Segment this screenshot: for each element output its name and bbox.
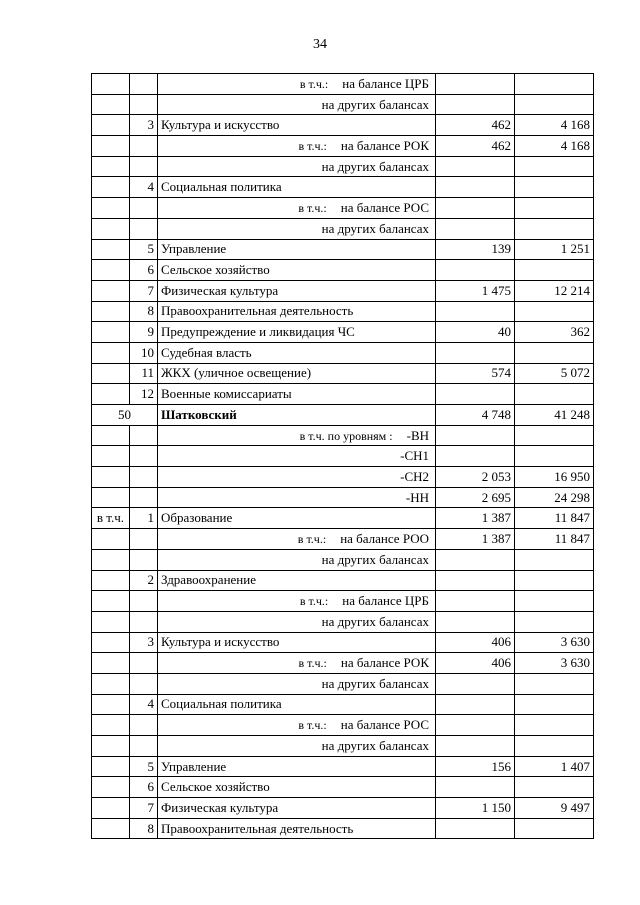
note-cell: [92, 756, 130, 777]
item-number-cell: 12: [130, 384, 158, 405]
value-column-1-cell: [436, 591, 515, 612]
table-row: [92, 798, 594, 819]
value-column-1-cell: [436, 218, 515, 239]
subrow-text: на других балансах: [321, 96, 429, 112]
subrow-text: -СН1: [400, 448, 429, 464]
note-cell: [92, 632, 130, 653]
item-number-cell: [130, 487, 158, 508]
value-column-1-cell: 1 387: [436, 529, 515, 550]
value-column-1-cell: [436, 694, 515, 715]
item-name-cell: Управление: [158, 239, 436, 260]
table-row: [92, 529, 594, 550]
item-number-cell: 7: [130, 280, 158, 301]
value-column-2-cell: 11 847: [515, 508, 594, 529]
table-row: [92, 467, 594, 488]
value-column-2-cell: 3 630: [515, 653, 594, 674]
value-column-2-cell: [515, 736, 594, 757]
note-cell: [92, 425, 130, 446]
balance-cell: [158, 136, 436, 157]
note-cell: [92, 694, 130, 715]
note-cell: [92, 115, 130, 136]
value-column-1-cell: [436, 715, 515, 736]
table-row: [92, 570, 594, 591]
table-row: [92, 777, 594, 798]
value-column-2-cell: [515, 74, 594, 95]
note-cell: [92, 363, 130, 384]
subrow-text: на других балансах: [321, 551, 429, 567]
table-row: [92, 280, 594, 301]
value-column-1-cell: 139: [436, 239, 515, 260]
district-name-cell: Шатковский: [158, 405, 436, 426]
value-column-1-cell: [436, 570, 515, 591]
value-column-1-cell: [436, 611, 515, 632]
value-column-1-cell: [436, 177, 515, 198]
table-row: [92, 384, 594, 405]
value-column-1-cell: 2 053: [436, 467, 515, 488]
table-row: [92, 653, 594, 674]
table-row: [92, 756, 594, 777]
item-name-cell: Образование: [158, 508, 436, 529]
subrow-text: на других балансах: [321, 220, 429, 236]
value-column-2-cell: 9 497: [515, 798, 594, 819]
item-name-cell: Правоохранительная деятельность: [158, 301, 436, 322]
note-cell: [92, 818, 130, 839]
item-number-cell: [130, 136, 158, 157]
subrow-prefix: в т.ч.:: [299, 594, 329, 609]
subrow-text: -НН: [405, 489, 429, 505]
balance-cell: [158, 673, 436, 694]
table-row: [92, 487, 594, 508]
subrow-text: на балансе РОС: [340, 717, 429, 733]
value-column-1-cell: [436, 301, 515, 322]
item-name-cell: ЖКХ (уличное освещение): [158, 363, 436, 384]
note-cell: [92, 280, 130, 301]
note-cell: в т.ч.: [92, 508, 130, 529]
item-name-cell: Физическая культура: [158, 798, 436, 819]
value-column-1-cell: [436, 425, 515, 446]
balance-cell: [158, 529, 436, 550]
item-name-cell: Сельское хозяйство: [158, 777, 436, 798]
value-column-1-cell: [436, 342, 515, 363]
note-cell: [92, 322, 130, 343]
item-number-cell: 6: [130, 260, 158, 281]
table-row: [92, 94, 594, 115]
value-column-1-cell: 462: [436, 136, 515, 157]
balance-cell: [158, 611, 436, 632]
item-number-cell: [130, 198, 158, 219]
table-row: [92, 136, 594, 157]
balance-cell: [158, 591, 436, 612]
table-row: [92, 591, 594, 612]
subrow-text: на балансе РОК: [340, 137, 429, 153]
subrow-text: на балансе РОС: [340, 199, 429, 215]
item-number-cell: [130, 94, 158, 115]
value-column-2-cell: [515, 549, 594, 570]
table-row: [92, 198, 594, 219]
subrow-text: на балансе ЦРБ: [342, 75, 429, 91]
table-row: [92, 342, 594, 363]
note-cell: [92, 74, 130, 95]
value-column-1-cell: 1 475: [436, 280, 515, 301]
table-row: [92, 549, 594, 570]
level-cell: [158, 467, 436, 488]
item-number-cell: [130, 156, 158, 177]
item-name-cell: Судебная власть: [158, 342, 436, 363]
item-number-cell: 3: [130, 115, 158, 136]
note-cell: [92, 239, 130, 260]
note-cell: [92, 611, 130, 632]
table-row: [92, 239, 594, 260]
value-column-2-cell: [515, 611, 594, 632]
value-column-1-cell: [436, 736, 515, 757]
value-column-1-cell: [436, 777, 515, 798]
balance-cell: [158, 94, 436, 115]
value-column-2-cell: 24 298: [515, 487, 594, 508]
subrow-text: -СН2: [400, 468, 429, 484]
item-number-cell: 10: [130, 342, 158, 363]
value-column-2-cell: [515, 177, 594, 198]
value-column-2-cell: 41 248: [515, 405, 594, 426]
note-cell: [92, 198, 130, 219]
value-column-1-cell: 1 387: [436, 508, 515, 529]
balance-cell: [158, 218, 436, 239]
value-column-2-cell: [515, 818, 594, 839]
subrow-prefix: в т.ч.:: [298, 200, 327, 215]
note-cell: [92, 715, 130, 736]
item-number-cell: [130, 446, 158, 467]
note-cell: [92, 529, 130, 550]
value-column-2-cell: [515, 673, 594, 694]
value-column-2-cell: [515, 260, 594, 281]
value-column-2-cell: 4 168: [515, 136, 594, 157]
item-number-cell: 4: [130, 694, 158, 715]
value-column-1-cell: [436, 156, 515, 177]
item-number-cell: [130, 591, 158, 612]
item-name-cell: Культура и искусство: [158, 632, 436, 653]
value-column-2-cell: 5 072: [515, 363, 594, 384]
value-column-2-cell: [515, 591, 594, 612]
item-number-cell: [130, 529, 158, 550]
item-number-cell: 6: [130, 777, 158, 798]
value-column-2-cell: 11 847: [515, 529, 594, 550]
note-cell: [92, 136, 130, 157]
value-column-1-cell: 406: [436, 632, 515, 653]
value-column-2-cell: [515, 156, 594, 177]
value-column-2-cell: 1 407: [515, 756, 594, 777]
note-cell: [92, 736, 130, 757]
value-column-2-cell: [515, 342, 594, 363]
balance-cell: [158, 653, 436, 674]
table-row: [92, 425, 594, 446]
subrow-prefix: в т.ч.:: [299, 76, 329, 91]
value-column-2-cell: 1 251: [515, 239, 594, 260]
table-row: [92, 156, 594, 177]
page-number: 34: [313, 37, 327, 52]
district-code-cell: 50: [92, 405, 158, 426]
table-row: [92, 508, 594, 529]
subrow-prefix: в т.ч.:: [297, 531, 327, 546]
value-column-2-cell: [515, 715, 594, 736]
note-cell: [92, 446, 130, 467]
subrow-text: на других балансах: [321, 613, 429, 629]
level-cell: [158, 487, 436, 508]
table-row: [92, 74, 594, 95]
note-cell: [92, 798, 130, 819]
table-row: [92, 177, 594, 198]
subrow-text: на балансе РОО: [340, 530, 429, 546]
item-name-cell: Здравоохранение: [158, 570, 436, 591]
note-cell: [92, 487, 130, 508]
item-name-cell: Культура и искусство: [158, 115, 436, 136]
note-cell: [92, 94, 130, 115]
item-number-cell: 1: [130, 508, 158, 529]
table-row: [92, 322, 594, 343]
subrow-prefix: в т.ч.:: [298, 718, 327, 733]
note-cell: [92, 301, 130, 322]
value-column-1-cell: [436, 94, 515, 115]
note-cell: [92, 673, 130, 694]
value-column-1-cell: [436, 384, 515, 405]
value-column-2-cell: [515, 425, 594, 446]
balance-cell: [158, 736, 436, 757]
table-row: [92, 301, 594, 322]
note-cell: [92, 777, 130, 798]
value-column-1-cell: 156: [436, 756, 515, 777]
value-column-2-cell: [515, 301, 594, 322]
table-row: [92, 715, 594, 736]
note-cell: [92, 342, 130, 363]
item-name-cell: Военные комиссариаты: [158, 384, 436, 405]
value-column-1-cell: 574: [436, 363, 515, 384]
table-row: [92, 611, 594, 632]
value-column-1-cell: 462: [436, 115, 515, 136]
item-name-cell: Предупреждение и ликвидация ЧС: [158, 322, 436, 343]
item-number-cell: [130, 736, 158, 757]
item-number-cell: 4: [130, 177, 158, 198]
subrow-text: на других балансах: [321, 737, 429, 753]
note-cell: [92, 260, 130, 281]
note-cell: [92, 549, 130, 570]
subrow-text: -ВН: [406, 427, 429, 443]
table-row: [92, 673, 594, 694]
value-column-2-cell: [515, 218, 594, 239]
table-row: [92, 736, 594, 757]
subrow-prefix: в т.ч. по уровням :: [299, 428, 393, 443]
value-column-1-cell: [436, 260, 515, 281]
value-column-2-cell: [515, 446, 594, 467]
subrow-prefix: в т.ч.:: [298, 656, 327, 671]
value-column-1-cell: 40: [436, 322, 515, 343]
subrow-text: на других балансах: [321, 158, 429, 174]
value-column-2-cell: [515, 694, 594, 715]
item-name-cell: Сельское хозяйство: [158, 260, 436, 281]
value-column-1-cell: [436, 446, 515, 467]
item-name-cell: Социальная политика: [158, 177, 436, 198]
value-column-2-cell: [515, 384, 594, 405]
note-cell: [92, 218, 130, 239]
value-column-2-cell: 362: [515, 322, 594, 343]
item-number-cell: 11: [130, 363, 158, 384]
note-cell: [92, 570, 130, 591]
item-number-cell: [130, 611, 158, 632]
level-cell: [158, 425, 436, 446]
value-column-1-cell: [436, 549, 515, 570]
item-number-cell: 5: [130, 239, 158, 260]
budget-table-body: [92, 74, 594, 839]
table-row: [92, 632, 594, 653]
table-row: [92, 818, 594, 839]
level-cell: [158, 446, 436, 467]
table-row: [92, 363, 594, 384]
item-number-cell: [130, 425, 158, 446]
item-number-cell: 3: [130, 632, 158, 653]
balance-cell: [158, 198, 436, 219]
subrow-text: на балансе РОК: [340, 655, 429, 671]
item-number-cell: [130, 549, 158, 570]
item-name-cell: Управление: [158, 756, 436, 777]
item-number-cell: [130, 218, 158, 239]
item-number-cell: [130, 467, 158, 488]
table-row: [92, 115, 594, 136]
item-number-cell: 8: [130, 301, 158, 322]
subrow-text: на других балансах: [321, 675, 429, 691]
item-number-cell: [130, 673, 158, 694]
item-number-cell: 2: [130, 570, 158, 591]
value-column-1-cell: 4 748: [436, 405, 515, 426]
note-cell: [92, 384, 130, 405]
value-column-1-cell: 1 150: [436, 798, 515, 819]
balance-cell: [158, 156, 436, 177]
note-cell: [92, 156, 130, 177]
value-column-2-cell: 16 950: [515, 467, 594, 488]
balance-cell: [158, 549, 436, 570]
value-column-1-cell: 2 695: [436, 487, 515, 508]
note-cell: [92, 177, 130, 198]
subrow-text: на балансе ЦРБ: [342, 593, 429, 609]
item-name-cell: Правоохранительная деятельность: [158, 818, 436, 839]
item-name-cell: Социальная политика: [158, 694, 436, 715]
value-column-2-cell: 3 630: [515, 632, 594, 653]
value-column-1-cell: [436, 198, 515, 219]
subrow-prefix: в т.ч.:: [298, 138, 327, 153]
item-number-cell: [130, 715, 158, 736]
item-number-cell: [130, 74, 158, 95]
item-number-cell: [130, 653, 158, 674]
value-column-1-cell: [436, 818, 515, 839]
balance-cell: [158, 74, 436, 95]
table-row: [92, 446, 594, 467]
value-column-2-cell: 4 168: [515, 115, 594, 136]
note-cell: [92, 591, 130, 612]
item-number-cell: 5: [130, 756, 158, 777]
value-column-2-cell: [515, 198, 594, 219]
table-row: [92, 405, 594, 426]
value-column-1-cell: [436, 74, 515, 95]
budget-table: [91, 73, 594, 839]
balance-cell: [158, 715, 436, 736]
note-cell: [92, 467, 130, 488]
note-cell: [92, 653, 130, 674]
table-row: [92, 218, 594, 239]
table-row: [92, 260, 594, 281]
value-column-2-cell: [515, 777, 594, 798]
item-number-cell: 8: [130, 818, 158, 839]
value-column-2-cell: [515, 570, 594, 591]
value-column-1-cell: [436, 673, 515, 694]
item-number-cell: 9: [130, 322, 158, 343]
value-column-2-cell: [515, 94, 594, 115]
table-row: [92, 694, 594, 715]
value-column-2-cell: 12 214: [515, 280, 594, 301]
item-name-cell: Физическая культура: [158, 280, 436, 301]
item-number-cell: 7: [130, 798, 158, 819]
value-column-1-cell: 406: [436, 653, 515, 674]
